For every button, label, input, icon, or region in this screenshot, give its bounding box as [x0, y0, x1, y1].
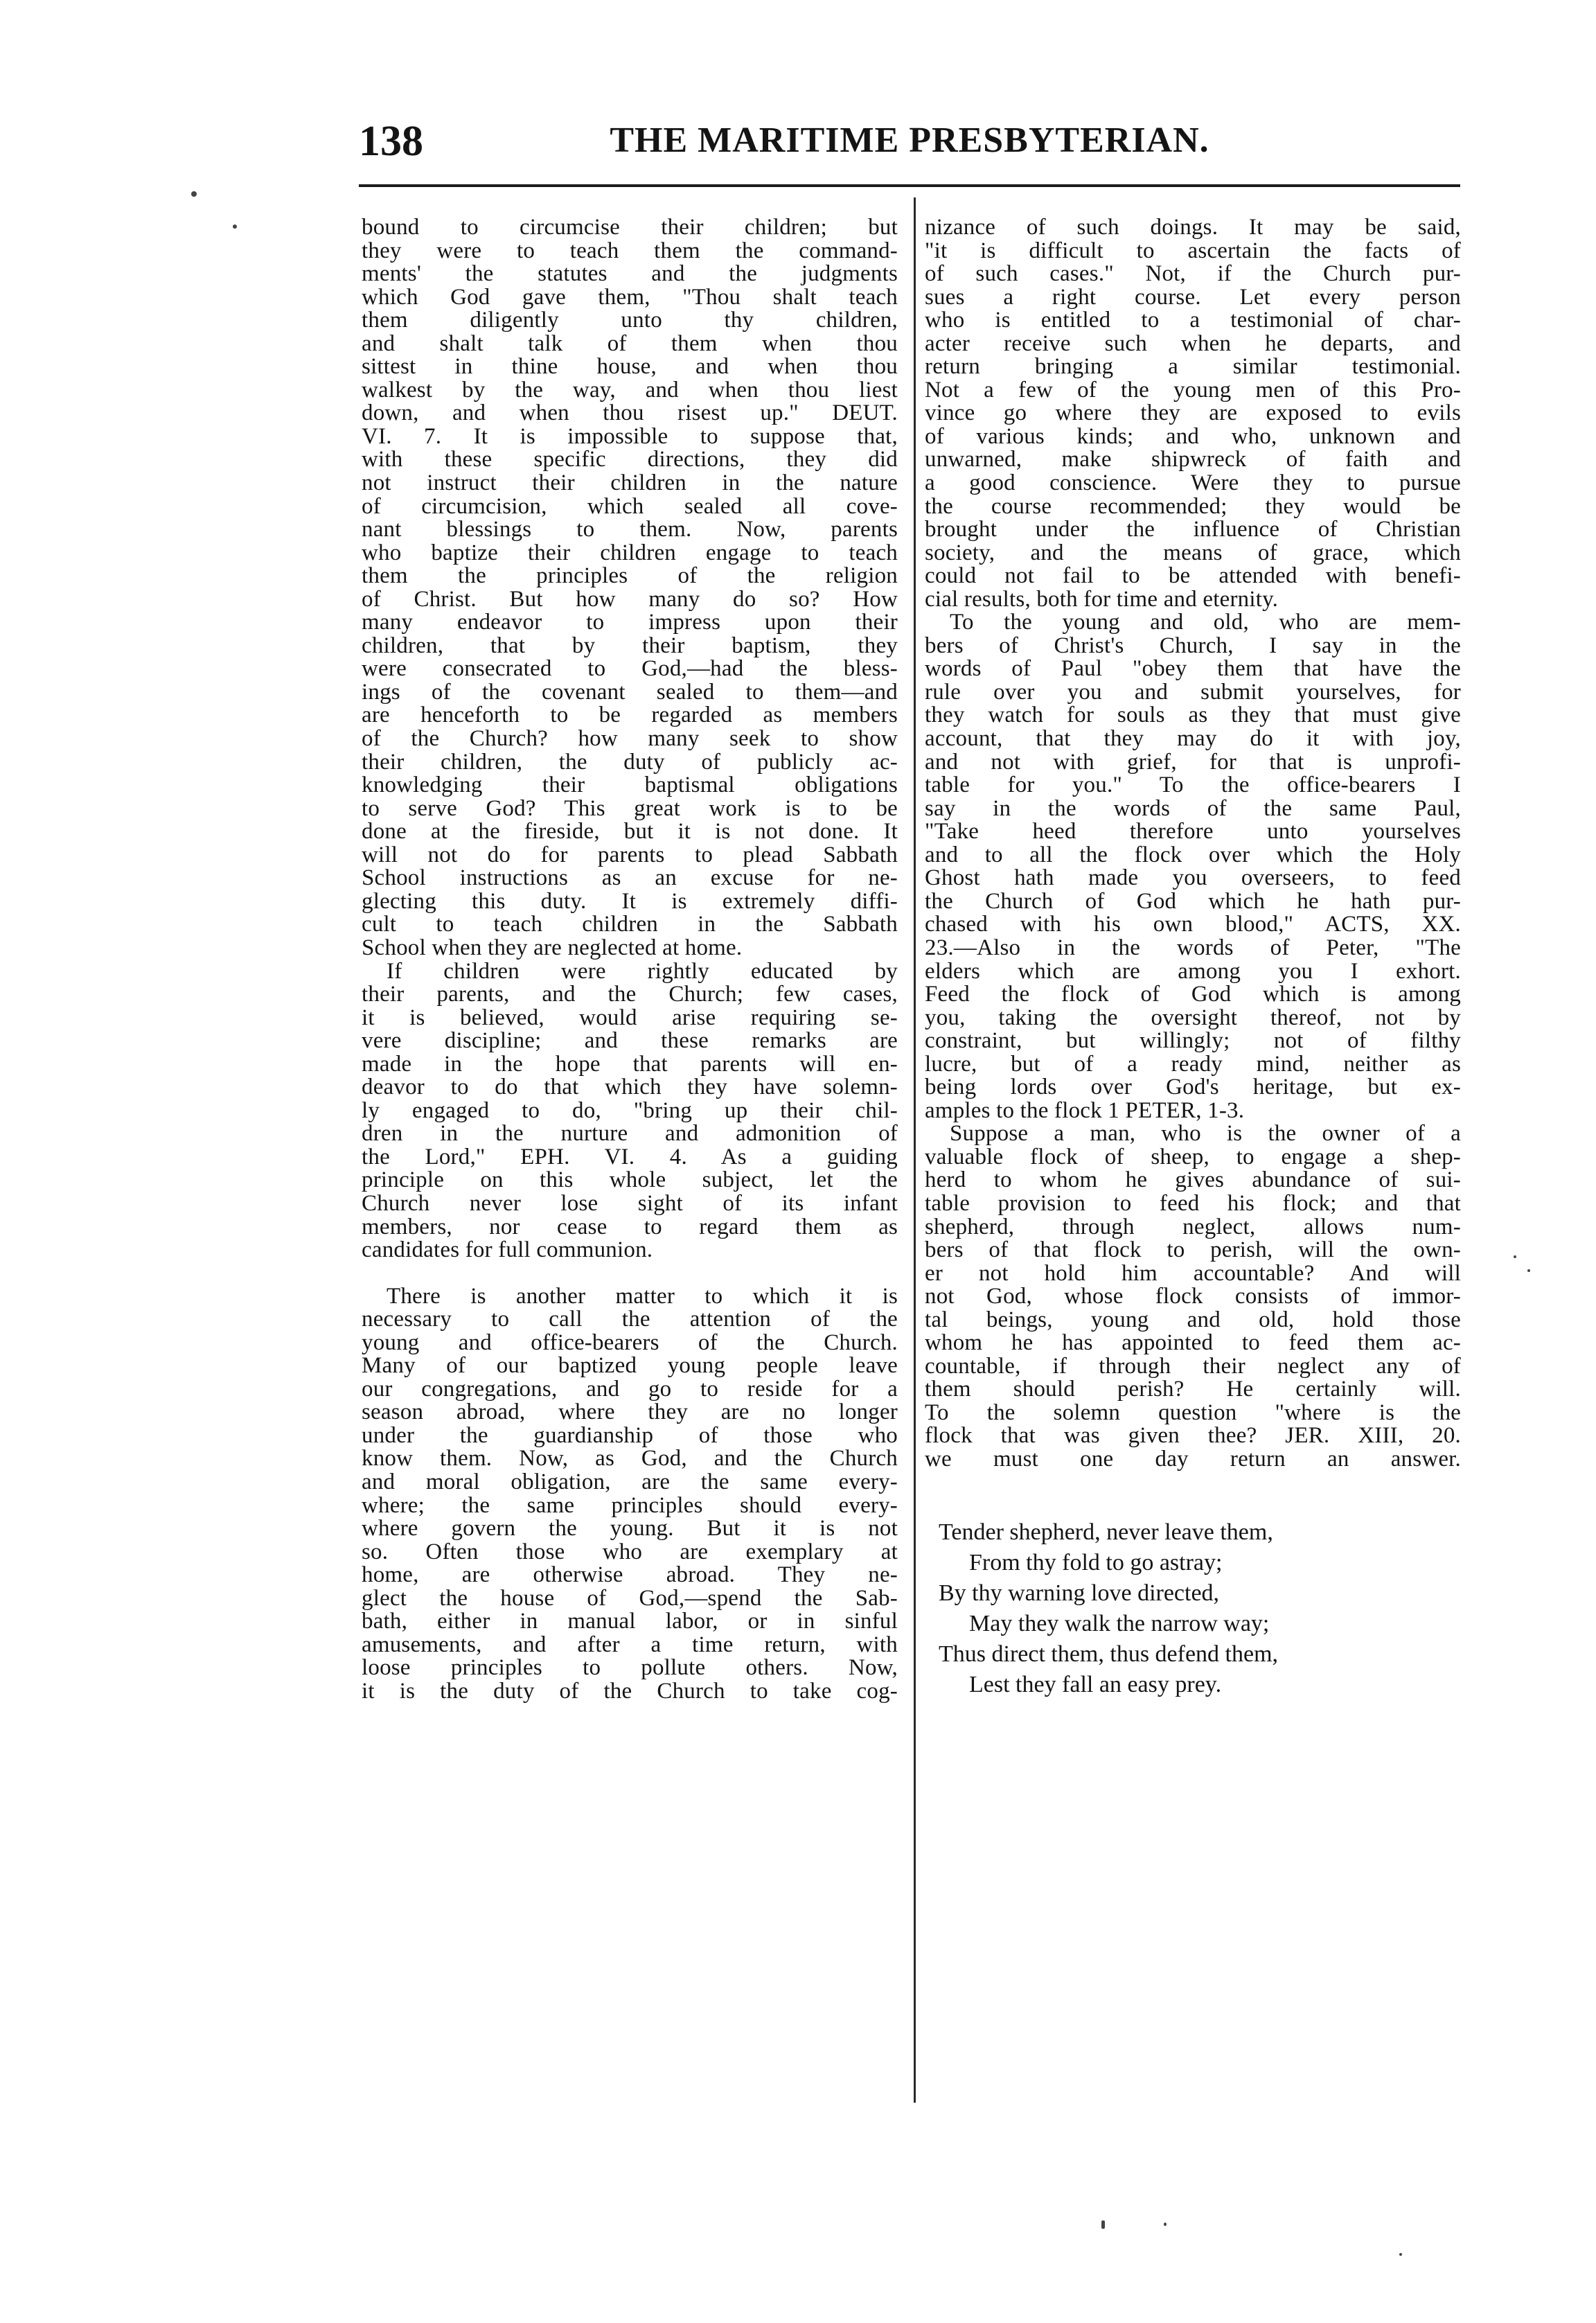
print-speck [1101, 2220, 1105, 2229]
text-line: 23.—Also in the words of Peter, "The [925, 936, 1461, 960]
text-line: "Take heed therefore unto yourselves [925, 820, 1461, 844]
text-line: walkest by the way, and when thou liest [362, 378, 898, 403]
poem-line: From thy fold to go astray; [969, 1550, 1223, 1576]
text-line: bath, either in manual labor, or in sinful [362, 1610, 898, 1634]
paragraph-gap [925, 1494, 1461, 1517]
text-line: Church never lose sight of its infant [362, 1192, 898, 1216]
text-line: not God, whose flock consists of immor- [925, 1285, 1461, 1309]
text-line: of Christ. But how many do so? How [362, 588, 898, 612]
text-line: who baptize their children engage to teach [362, 541, 898, 565]
text-line: where; the same principles should every- [362, 1494, 898, 1518]
text-line: and moral obligation, are the same every- [362, 1470, 898, 1494]
text-line: cult to teach children in the Sabbath [362, 913, 898, 937]
text-line: them should perish? He certainly will. [925, 1378, 1461, 1402]
text-line: table for you." To the office-bearers I [925, 774, 1461, 797]
text-line: young and office-bearers of the Church. [362, 1331, 898, 1355]
text-line: under the guardianship of those who [362, 1424, 898, 1448]
text-line: they watch for souls as they that must give [925, 704, 1461, 728]
poem-line: Lest they fall an easy prey. [969, 1672, 1222, 1698]
text-line: you, taking the oversight thereof, not by [925, 1006, 1461, 1030]
text-line: members, nor cease to regard them as [362, 1215, 898, 1239]
text-line: candidates for full communion. [362, 1239, 653, 1262]
text-line: glect the house of God,—spend the Sab- [362, 1587, 898, 1611]
print-speck [191, 191, 197, 197]
text-line: not instruct their children in the nature [362, 472, 898, 495]
text-line: vere discipline; and these remarks are [362, 1030, 898, 1053]
text-line: rule over you and submit yourselves, for [925, 680, 1461, 705]
text-line: tal beings, young and old, hold those [925, 1308, 1461, 1332]
text-line: done at the fireside, but it is not done. It [362, 820, 898, 844]
text-line: There is another matter to which it is [387, 1284, 898, 1309]
text-line: return bringing a similar testimonial. [925, 355, 1461, 379]
text-line: bound to circumcise their children; but [362, 216, 898, 240]
text-line: so. Often those who are exemplary at [362, 1540, 898, 1564]
text-line: who is entitled to a testimonial of char- [925, 309, 1461, 333]
text-line: vince go where they are exposed to evils [925, 402, 1461, 425]
running-title: THE MARITIME PRESBYTERIAN. [610, 121, 1209, 160]
text-line: er not hold him accountable? And will [925, 1262, 1461, 1286]
text-line: School instructions as an excuse for ne- [362, 867, 898, 890]
text-line: principle on this whole subject, let the [362, 1169, 898, 1192]
print-speck [233, 224, 237, 229]
text-line: and not with grief, for that is unprofi- [925, 750, 1461, 775]
column-divider [914, 197, 916, 2103]
text-line: constraint, but willingly; not of filthy [925, 1030, 1461, 1053]
text-line: and to all the flock over which the Holy [925, 843, 1461, 867]
print-speck [1399, 2253, 1402, 2256]
text-line: down, and when thou risest up." DEUT. [362, 402, 898, 425]
text-line: "it is difficult to ascertain the facts of [925, 239, 1461, 263]
text-line: them diligently unto thy children, [362, 309, 898, 333]
print-speck [1514, 1255, 1516, 1258]
text-line: flock that was given thee? JER. XIII, 20. [925, 1424, 1461, 1448]
text-line: glecting this duty. It is extremely diffi- [362, 890, 898, 914]
text-line: If children were rightly educated by [387, 960, 898, 984]
poem-line: By thy warning love directed, [939, 1580, 1220, 1607]
text-line: cial results, both for time and eternity. [925, 588, 1279, 612]
text-line: unwarned, make shipwreck of faith and [925, 448, 1461, 472]
text-line: valuable flock of sheep, to engage a shep- [925, 1145, 1461, 1169]
text-line: whom he has appointed to feed them ac- [925, 1332, 1461, 1355]
text-line: society, and the means of grace, which [925, 541, 1461, 565]
text-line: countable, if through their neglect any of [925, 1354, 1461, 1379]
text-line: Ghost hath made you overseers, to feed [925, 867, 1461, 890]
text-line: To the solemn question "where is the [925, 1401, 1461, 1425]
text-line: account, that they may do it with joy, [925, 727, 1461, 751]
text-line: with these specific directions, they did [362, 448, 898, 472]
text-line: necessary to call the attention of the [362, 1308, 898, 1332]
poem-line: Thus direct them, thus defend them, [939, 1641, 1279, 1668]
text-line: season abroad, where they are no longer [362, 1401, 898, 1424]
text-line: herd to whom he gives abundance of sui- [925, 1169, 1461, 1192]
text-line: ments' the statutes and the judgments [362, 263, 898, 286]
text-line: School when they are neglected at home. [362, 936, 743, 960]
text-line: sues a right course. Let every person [925, 285, 1461, 310]
print-speck [1527, 1269, 1530, 1272]
text-line: words of Paul "obey them that have the [925, 657, 1461, 681]
text-line: Feed the flock of God which is among [925, 983, 1461, 1007]
text-line: bers of Christ's Church, I say in the [925, 634, 1461, 658]
text-line: it is the duty of the Church to take cog- [362, 1679, 898, 1704]
text-line: elders which are among you I exhort. [925, 960, 1461, 984]
text-line: to serve God? This great work is to be [362, 797, 898, 821]
text-line: our congregations, and go to reside for a [362, 1377, 898, 1402]
right-column [925, 216, 1461, 1700]
header-rule [359, 184, 1460, 187]
text-line: of the Church? how many seek to show [362, 727, 898, 751]
page-header [359, 114, 1460, 170]
text-line: are henceforth to be regarded as members [362, 704, 898, 728]
poem-line: Tender shepherd, never leave them, [939, 1519, 1273, 1546]
text-line: the Church of God which he hath pur- [925, 890, 1461, 914]
text-line: lucre, but of a ready mind, neither as [925, 1052, 1461, 1077]
text-line: a good conscience. Were they to pursue [925, 472, 1461, 495]
text-line: bers of that flock to perish, will the own- [925, 1239, 1461, 1262]
text-line: children, that by their baptism, they [362, 634, 898, 658]
text-line: where govern the young. But it is not [362, 1517, 898, 1541]
text-line: home, are otherwise abroad. They ne- [362, 1564, 898, 1587]
text-line: acter receive such when he departs, and [925, 332, 1461, 356]
text-line: knowledging their baptismal obligations [362, 774, 898, 797]
text-line: the Lord," EPH. VI. 4. As a guiding [362, 1145, 898, 1169]
print-speck [1164, 2223, 1167, 2226]
text-line: know them. Now, as God, and the Church [362, 1447, 898, 1471]
text-line: sittest in thine house, and when thou [362, 355, 898, 379]
text-line: VI. 7. It is impossible to suppose that, [362, 425, 898, 449]
text-line: many endeavor to impress upon their [362, 611, 898, 635]
text-line: table provision to feed his flock; and that [925, 1192, 1461, 1216]
text-line: chased with his own blood," ACTS, XX. [925, 913, 1461, 937]
text-line: they were to teach them the command- [362, 239, 898, 263]
text-line: loose principles to pollute others. Now, [362, 1657, 898, 1680]
text-line: their parents, and the Church; few cases, [362, 983, 898, 1007]
text-line: amusements, and after a time return, with [362, 1633, 898, 1657]
text-line: will not do for parents to plead Sabbath [362, 843, 898, 867]
text-line: of such cases." Not, if the Church pur- [925, 263, 1461, 286]
text-line: amples to the flock 1 PETER, 1-3. [925, 1099, 1245, 1123]
text-line: ings of the covenant sealed to them—and [362, 680, 898, 705]
text-line: which God gave them, "Thou shalt teach [362, 285, 898, 310]
left-column [362, 216, 898, 1703]
text-line: nant blessings to them. Now, parents [362, 518, 898, 542]
text-line: brought under the influence of Christian [925, 518, 1461, 542]
text-line: made in the hope that parents will en- [362, 1052, 898, 1077]
text-line: of various kinds; and who, unknown and [925, 425, 1461, 449]
text-line: of circumcision, which sealed all cove- [362, 495, 898, 519]
text-line: the course recommended; they would be [925, 495, 1461, 519]
text-line: nizance of such doings. It may be said, [925, 216, 1461, 240]
text-line: could not fail to be attended with benefi- [925, 565, 1461, 588]
text-line: were consecrated to God,—had the bless- [362, 657, 898, 681]
text-line: them the principles of the religion [362, 565, 898, 588]
paragraph-gap [362, 1262, 898, 1285]
text-line: Suppose a man, who is the owner of a [950, 1122, 1461, 1146]
text-line: Many of our baptized young people leave [362, 1354, 898, 1378]
text-line: being lords over God's heritage, but ex- [925, 1076, 1461, 1099]
text-line: their children, the duty of publicly ac- [362, 750, 898, 775]
text-line [925, 1472, 1461, 1495]
text-line: and shalt talk of them when thou [362, 332, 898, 356]
text-line: deavor to do that which they have solemn- [362, 1076, 898, 1099]
text-line: we must one day return an answer. [925, 1447, 1461, 1472]
text-line: it is believed, would arise requiring se- [362, 1006, 898, 1030]
page-number: 138 [359, 118, 423, 165]
text-line: Not a few of the young men of this Pro- [925, 378, 1461, 403]
text-line: shepherd, through neglect, allows num- [925, 1215, 1461, 1239]
poem-line: May they walk the narrow way; [969, 1611, 1270, 1637]
text-line: ly engaged to do, "bring up their chil- [362, 1099, 898, 1123]
text-line: say in the words of the same Paul, [925, 797, 1461, 821]
text-line: To the young and old, who are mem- [950, 611, 1461, 635]
text-line: dren in the nurture and admonition of [362, 1122, 898, 1146]
